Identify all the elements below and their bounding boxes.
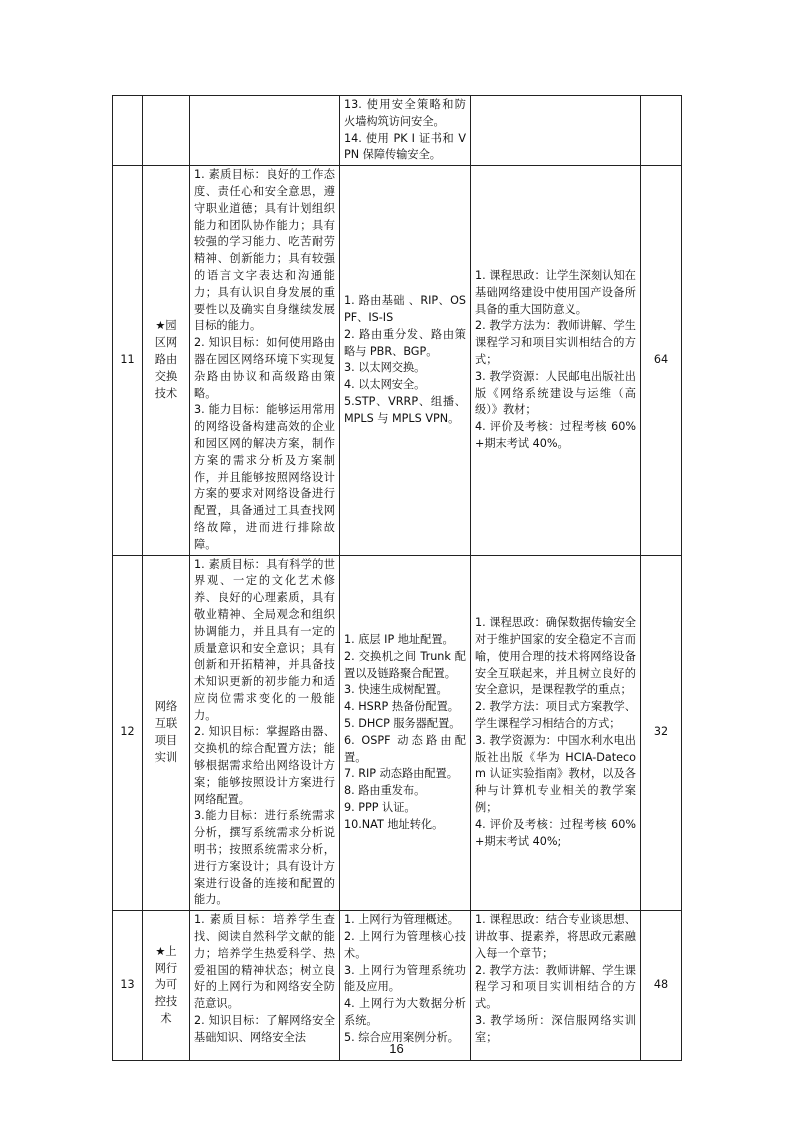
course-goals	[190, 911, 340, 1061]
name-line: 区网	[154, 336, 178, 350]
goal-line: 3.能力目标：进行系统需求分析，撰写系统需求分析说明书；按照系统需求分析，进行方案设计；具有设计方案进行设备的连接和配置的能力。	[194, 809, 335, 907]
name-line: 为可	[154, 978, 178, 992]
name-line: 网行	[154, 961, 178, 975]
content-line: 1. 底层 IP 地址配置。	[344, 633, 454, 647]
main-content	[340, 911, 471, 1061]
content-line: 9. PPP 认证。	[344, 801, 416, 815]
table-row	[113, 911, 682, 1061]
row-number	[113, 96, 143, 166]
content-line: 14. 使用 PK I 证书和 VPN 保障传输安全。	[344, 131, 466, 162]
content-line: 1. 上网行为管理概述。	[344, 913, 459, 927]
goal-line: 2. 知识目标：如何使用路由器在园区网络环境下实现复杂路由协议和高级路由策略。	[194, 336, 335, 400]
impl-line: 4. 评价及考核：过程考核 60%+期末考试 40%。	[475, 420, 636, 450]
name-line: 技术	[154, 386, 178, 400]
table-row	[113, 555, 682, 911]
content-line: 2. 交换机之间 Trunk 配置以及链路聚合配置。	[344, 649, 466, 680]
content-line: 2. 上网行为管理核心技术。	[344, 930, 466, 960]
row-number: 11	[113, 166, 143, 555]
content-line: 7. RIP 动态路由配置。	[344, 767, 458, 781]
impl-line: 1. 课程思政：确保数据传输安全对于维护国家的安全稳定不言而喻，使用合理的技术将网络设备安全互联起来，并且树立良好的安全意识，是课程教学的重点；	[475, 616, 636, 697]
content-line: 3. 上网行为管理系统功能及应用。	[344, 963, 466, 994]
class-hours: 32	[641, 555, 682, 911]
name-line: 互联	[154, 717, 178, 731]
main-content	[340, 555, 471, 911]
course-name	[143, 555, 190, 911]
class-hours	[641, 96, 682, 166]
row-number: 13	[113, 911, 143, 1061]
goal-line: 2. 知识目标：了解网络安全基础知识、网络安全法	[194, 1014, 335, 1044]
impl-line: 1. 课程思政：让学生深刻认知在基础网络建设中使用国产设备所具备的重大国防意义。	[475, 268, 636, 316]
goal-line: 1. 素质目标：良好的工作态度、责任心和安全意思，遵守职业道德；具有计划组织能力和团队协作能力；具有较强的学习能力、吃苦耐劳精神、创新能力；具有较强的语言文字表达和沟通能力；具有认识自身发展的重要性以及确实自身继续发展目标的能力。	[194, 168, 335, 333]
content-line: 2. 路由重分发、路由策略与 PBR、BGP。	[344, 327, 466, 358]
content-line: 5. 综合应用案例分析。	[344, 1030, 459, 1044]
class-hours: 64	[641, 166, 682, 555]
name-line: 交换	[154, 369, 178, 383]
teaching-requirements	[471, 555, 641, 911]
name-line: 实训	[154, 750, 178, 764]
goal-line: 3. 能力目标：能够运用常用的网络设备构建高效的企业和园区网的解决方案，制作方案的需求分析及方案制作，并且能够按照网络设计方案的要求对网络设备进行配置，具备通过工具查找网络故障，进而进行排除故障。	[194, 403, 335, 551]
content-line: 3. 以太网交换。	[344, 361, 426, 375]
impl-line: 3. 教学资源：人民邮电出版社出版《网络系统建设与运维（高级）》教材；	[475, 369, 636, 417]
course-table	[112, 95, 682, 1061]
content-line: 5.STP、VRRP、组播、MPLS 与 MPLS VPN。	[344, 394, 466, 425]
course-name	[143, 166, 190, 555]
name-line: 路由	[154, 352, 178, 366]
impl-line: 3. 教学资源为：中国水利水电出版社出版《华为 HCIA-Datecom 认证实验指南》教材，以及各种与计算机专业相关的教学案例；	[475, 733, 636, 815]
course-goals	[190, 166, 340, 555]
impl-line: 2. 教学方法：教师讲解、学生课程学习和项目实训相结合的方式。	[475, 963, 636, 1011]
content-line: 8. 路由重发布。	[344, 784, 426, 798]
main-content	[340, 166, 471, 555]
content-line: 4. 上网行为大数据分析系统。	[344, 997, 466, 1028]
name-line: ★园	[155, 319, 177, 333]
row-number: 12	[113, 555, 143, 911]
content-line: 10.NAT 地址转化。	[344, 817, 444, 831]
table-row	[113, 166, 682, 555]
name-line: 网络	[154, 700, 178, 714]
impl-line: 2. 教学方法为：教师讲解、学生课程学习和项目实训相结合的方式；	[475, 319, 636, 366]
content-line: 13. 使用安全策略和防火墙构筑访问安全。	[344, 98, 466, 128]
content-line: 4. HSRP 热备份配置。	[344, 700, 459, 714]
goal-line: 1. 素质目标：具有科学的世界观、一定的文化艺术修养、良好的心理素质，具有敬业精神、全局观念和组织协调能力，并且具有一定的质量意识和安全意识；具有创新和开拓精神，并具备技术知识更新的初步能力和适应岗位需求变化的一般能力。	[194, 557, 335, 722]
table-row	[113, 96, 682, 166]
content-line: 6. OSPF 动态路由配置。	[344, 733, 466, 764]
class-hours: 48	[641, 911, 682, 1061]
teaching-requirements	[471, 96, 641, 166]
content-line: 5. DHCP 服务器配置。	[344, 717, 461, 731]
teaching-requirements	[471, 911, 641, 1061]
course-name	[143, 911, 190, 1061]
course-goals	[190, 96, 340, 166]
course-goals	[190, 555, 340, 911]
content-line: 1. 路由基础 、RIP、OSPF、IS-IS	[344, 294, 466, 324]
goal-line: 2. 知识目标：掌握路由器、交换机的综合配置方法；能够根据需求给出网络设计方案；能够按照设计方案进行网络配置。	[194, 725, 335, 806]
goal-line: 1. 素质目标：培养学生查找、阅读自然科学文献的能力；培养学生热爱科学、热爱祖国的精神状态；树立良好的上网行为和网络安全防范意识。	[194, 913, 335, 1011]
name-line: 术	[160, 1011, 172, 1025]
content-line: 4. 以太网安全。	[344, 378, 426, 392]
impl-line: 1. 课程思政：结合专业谈思想、讲故事、提素养，将思政元素融入每一个章节；	[475, 913, 636, 960]
main-content	[340, 96, 471, 166]
impl-line: 4. 评价及考核：过程考核 60%+期末考试 40%;	[475, 817, 636, 848]
name-line: 控技	[154, 995, 178, 1009]
page-number: 16	[389, 1041, 404, 1056]
teaching-requirements	[471, 166, 641, 555]
course-name	[143, 96, 190, 166]
impl-line: 3. 教学场所：深信服网络实训室；	[475, 1014, 636, 1044]
content-line: 3. 快速生成树配置。	[344, 683, 448, 697]
name-line: 项目	[154, 733, 178, 747]
impl-line: 2. 教学方法：项目式方案教学、学生课程学习相结合的方式；	[475, 700, 636, 731]
name-line: ★上	[155, 944, 177, 958]
